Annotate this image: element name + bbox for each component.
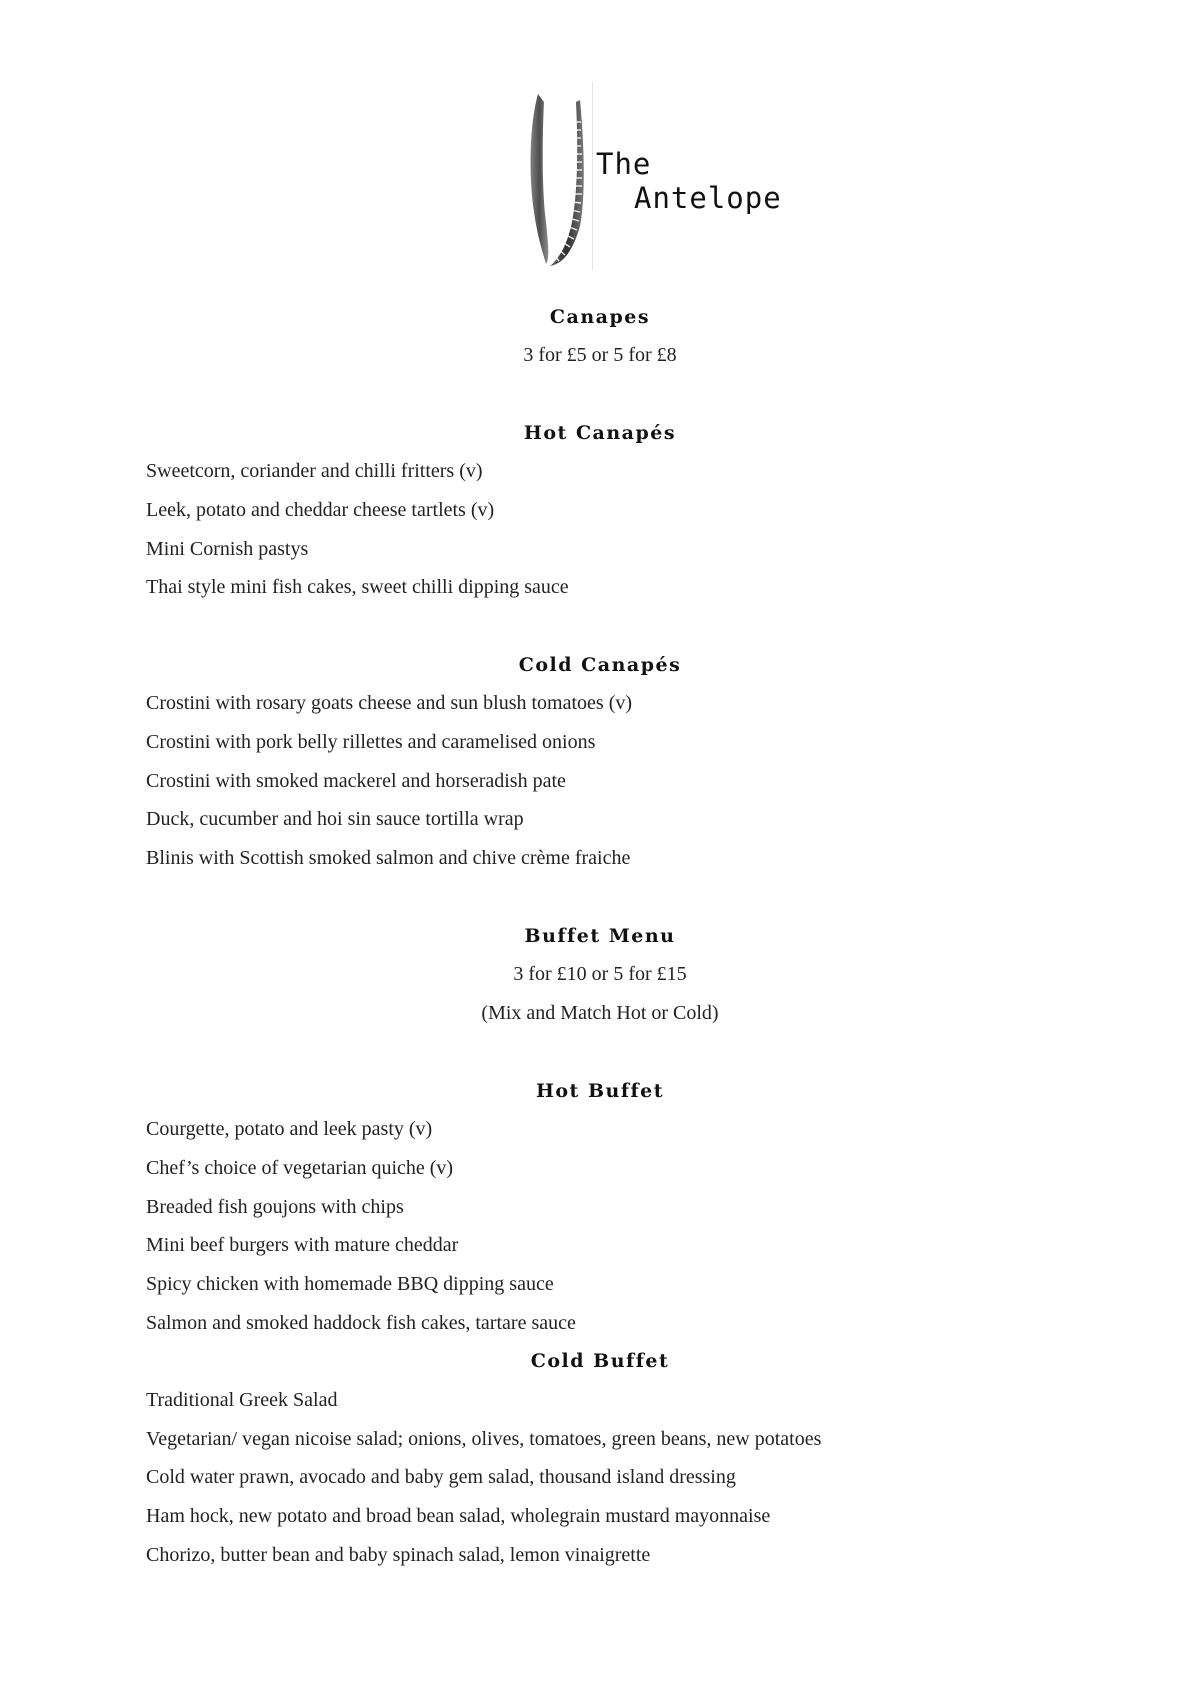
list-item: Blinis with Scottish smoked salmon and chive crème fraiche (146, 847, 631, 869)
hot-buffet-title: Hot Buffet (535, 1080, 665, 1102)
buffet-title: Buffet Menu (524, 925, 676, 947)
list-item: Vegetarian/ vegan nicoise salad; onions, olives, tomatoes, green beans, new potatoes (146, 1428, 822, 1450)
list-item: Breaded fish goujons with chips (146, 1196, 404, 1218)
list-item: Cold water prawn, avocado and baby gem salad, thousand island dressing (146, 1466, 736, 1488)
list-item: Sweetcorn, coriander and chilli fritters (v) (146, 460, 483, 482)
logo-word-the: The (596, 147, 652, 181)
list-item: Duck, cucumber and hoi sin sauce tortilla wrap (146, 808, 524, 830)
list-item: Spicy chicken with homemade BBQ dipping sauce (146, 1273, 554, 1295)
list-item: Salmon and smoked haddock fish cakes, tartare sauce (146, 1312, 576, 1334)
logo-word-antelope: Antelope (634, 181, 782, 215)
list-item: Crostini with smoked mackerel and horseradish pate (146, 770, 566, 792)
list-item: Mini Cornish pastys (146, 538, 309, 560)
list-item: Traditional Greek Salad (146, 1389, 338, 1411)
list-item: Chorizo, butter bean and baby spinach salad, lemon vinaigrette (146, 1544, 651, 1566)
list-item: Courgette, potato and leek pasty (v) (146, 1118, 433, 1140)
list-item: Crostini with pork belly rillettes and caramelised onions (146, 731, 596, 753)
canapes-title: Canapes (549, 306, 651, 328)
list-item: Ham hock, new potato and broad bean salad, wholegrain mustard mayonnaise (146, 1505, 771, 1527)
buffet-price: 3 for £10 or 5 for £15 (513, 963, 687, 985)
list-item: Crostini with rosary goats cheese and sun blush tomatoes (v) (146, 692, 633, 714)
buffet-note: (Mix and Match Hot or Cold) (481, 1002, 719, 1024)
list-item: Mini beef burgers with mature cheddar (146, 1234, 459, 1256)
antelope-horns-icon (524, 82, 592, 272)
list-item: Chef’s choice of vegetarian quiche (v) (146, 1157, 454, 1179)
canapes-price: 3 for £5 or 5 for £8 (523, 344, 677, 366)
hot-canapes-title: Hot Canapés (523, 422, 677, 444)
antelope-logo (524, 82, 794, 272)
cold-canapes-title: Cold Canapés (518, 654, 682, 676)
list-item: Leek, potato and cheddar cheese tartlets (v) (146, 499, 495, 521)
cold-buffet-title: Cold Buffet (530, 1350, 670, 1372)
list-item: Thai style mini fish cakes, sweet chilli dipping sauce (146, 576, 569, 598)
